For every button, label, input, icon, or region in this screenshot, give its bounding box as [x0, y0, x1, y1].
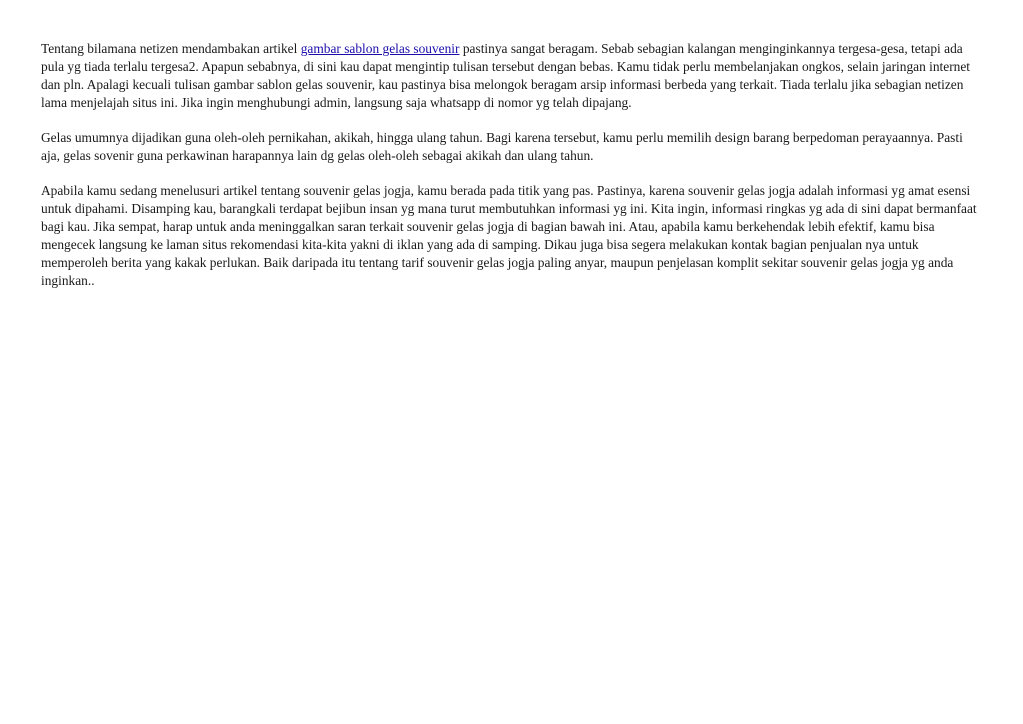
paragraph-1-rest-text: pastinya sangat beragam. Sebab sebagian kalangan menginginkannya tergesa-gesa, tetapi ada pula yg tiada terlalu tergesa2. Apapun sebabnya, di sini kau dapat mengintip tulisan tersebut dengan bebas. Kamu tidak perlu membelanjakan ongkos, selain jaringan internet dan pln. Apalagi kecuali tulisan gambar sablon gelas souvenir, kau pastinya bisa melongok beragam arsip informasi berbeda yang terkait. Tiada terlalu jika sebagian netizen lama menjelajah situs ini. Jika ingin menghubungi admin, langsung saja whatsapp di nomor yg telah dipajang. — [41, 41, 971, 110]
article-paragraph-2: Gelas umumnya dijadikan guna oleh-oleh pernikahan, akikah, hingga ulang tahun. Bagi karena tersebut, kamu perlu memilih design barang berpedoman perayaannya. Pasti aja, gelas sovenir guna perkawinan harapannya lain dg gelas oleh-oleh sebagai akikah dan ulang tahun. — [41, 130, 963, 163]
article-paragraph-3: Apabila kamu sedang menelusuri artikel tentang souvenir gelas jogja, kamu berada pada titik yang pas. Pastinya, karena souvenir gelas jogja adalah informasi yg amat esensi untuk dipahami. Disamping kau, barangkali terdapat bejibun insan yg mana turut membutuhkan informasi yg ini. Kita ingin, informasi ringkas yg ada di sini dapat bermanfaat bagi kau. Jika sempat, harap untuk anda meninggalkan saran terkait souvenir gelas jogja di bagian bawah ini. Atau, apabila kamu berkehendak lebih efektif, kamu bisa mengecek langsung ke laman situs rekomendasi kita-kita yakni di iklan yang ada di samping. Dikau juga bisa segera melakukan kontak bagian penjualan nya untuk memperoleh berita yang kakak perlukan. Baik daripada itu tentang tarif souvenir gelas jogja paling anyar, maupun penjelasan komplit sekitar souvenir gelas jogja yg anda inginkan.. — [41, 183, 977, 288]
gambar-sablon-gelas-souvenir-link[interactable]: gambar sablon gelas souvenir — [300, 41, 460, 56]
paragraph-1-intro-text: Tentang bilamana netizen mendambakan artikel — [41, 41, 301, 56]
article-body — [41, 40, 981, 307]
article-paragraph-1 — [41, 40, 981, 112]
